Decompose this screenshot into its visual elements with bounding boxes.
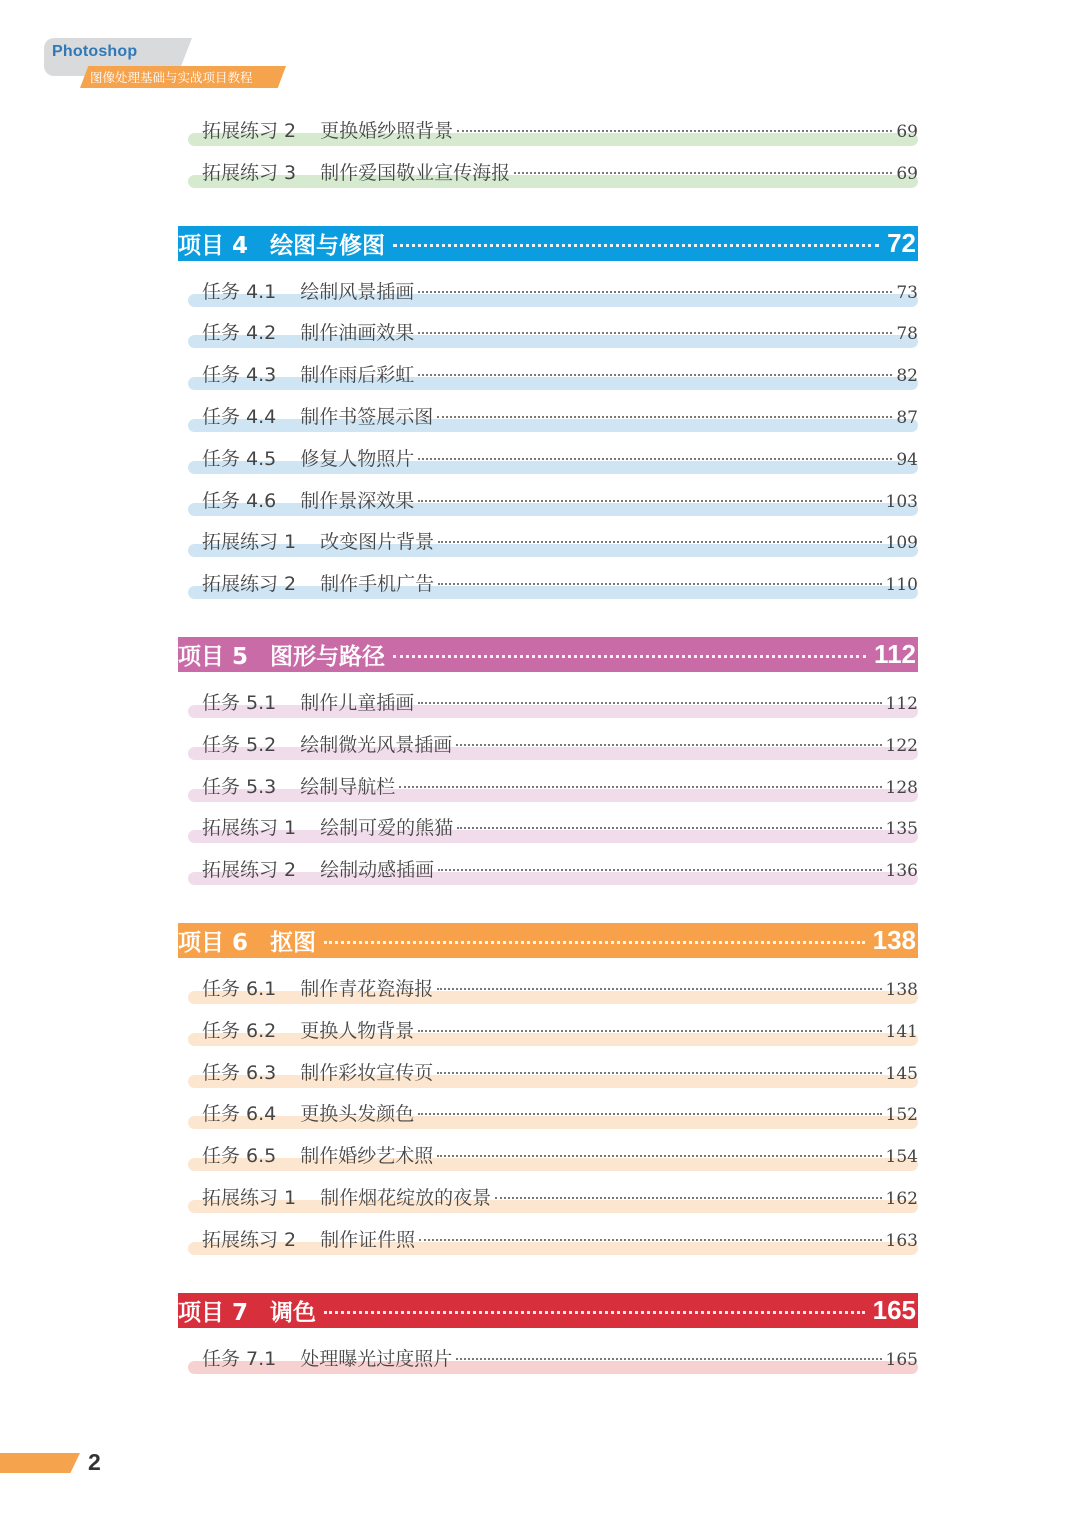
item-title: 制作爱国敬业宣传海报 xyxy=(320,161,511,184)
toc-item[interactable] xyxy=(178,1054,918,1096)
item-page: 141 xyxy=(885,1021,918,1042)
leader-dots xyxy=(457,827,881,829)
leader-dots xyxy=(457,130,892,132)
item-title: 制作青花瓷海报 xyxy=(300,977,434,1000)
project-code: 项目 7 xyxy=(178,1299,249,1326)
item-title: 制作雨后彩虹 xyxy=(300,364,415,387)
project-code: 项目 4 xyxy=(178,232,249,259)
project-title: 绘图与修图 xyxy=(270,232,386,259)
item-code: 任务 6.1 xyxy=(202,977,277,1000)
item-code: 拓展练习 2 xyxy=(202,120,297,142)
item-title: 绘制风景插画 xyxy=(300,280,415,303)
project-heading-4[interactable] xyxy=(178,226,918,261)
leader-dots xyxy=(437,988,881,990)
leader-dots xyxy=(437,1072,881,1074)
leader-dots xyxy=(393,655,866,658)
item-title: 绘制微光风景插画 xyxy=(300,733,453,756)
leader-dots xyxy=(418,374,892,376)
page-number: 2 xyxy=(88,1449,101,1475)
leader-dots xyxy=(418,458,892,460)
project-title: 图形与路径 xyxy=(270,643,386,670)
item-page: 87 xyxy=(896,407,918,428)
item-page: 78 xyxy=(896,324,918,345)
project-code: 项目 6 xyxy=(178,929,249,956)
toc-item[interactable] xyxy=(178,565,918,607)
toc-item[interactable] xyxy=(178,1221,918,1263)
toc-item[interactable] xyxy=(178,726,918,768)
toc-item[interactable] xyxy=(178,1340,918,1382)
leader-dots xyxy=(399,786,881,788)
project-heading-7[interactable] xyxy=(178,1293,918,1328)
toc-item[interactable] xyxy=(178,482,918,524)
item-code: 任务 5.2 xyxy=(202,733,277,756)
item-title: 绘制可爱的熊猫 xyxy=(320,817,454,840)
leader-dots xyxy=(495,1197,881,1199)
item-title: 更换人物背景 xyxy=(300,1019,415,1042)
item-code: 任务 4.1 xyxy=(202,280,277,303)
leader-dots xyxy=(456,1358,881,1360)
header-title: Photoshop xyxy=(52,43,138,60)
item-page: 94 xyxy=(896,449,918,470)
item-code: 拓展练习 2 xyxy=(202,859,297,882)
item-code: 任务 4.5 xyxy=(202,447,277,470)
item-title: 制作证件照 xyxy=(320,1228,416,1251)
item-page: 135 xyxy=(885,819,918,840)
item-title: 制作书签展示图 xyxy=(300,405,434,428)
item-code: 任务 4.3 xyxy=(202,364,277,387)
item-code: 拓展练习 1 xyxy=(202,817,297,840)
leader-dots xyxy=(418,500,881,502)
leader-dots xyxy=(393,244,879,247)
project-title: 抠图 xyxy=(270,929,317,956)
project-heading-5[interactable] xyxy=(178,637,918,672)
toc-item[interactable] xyxy=(178,970,918,1012)
leader-dots xyxy=(418,1113,881,1115)
item-title: 改变图片背景 xyxy=(320,531,435,554)
item-code: 任务 4.6 xyxy=(202,489,277,512)
project-page: 165 xyxy=(872,1294,916,1325)
toc-item[interactable] xyxy=(178,314,918,356)
toc-item[interactable] xyxy=(178,523,918,565)
item-code: 拓展练习 2 xyxy=(202,573,297,596)
project-page: 112 xyxy=(874,638,916,669)
item-page: 163 xyxy=(885,1230,918,1251)
item-code: 任务 7.1 xyxy=(202,1347,277,1370)
header-subtitle: 图像处理基础与实战项目教程 xyxy=(90,70,253,85)
toc-item[interactable] xyxy=(178,684,918,726)
toc-item[interactable] xyxy=(178,1012,918,1054)
item-code: 任务 6.5 xyxy=(202,1145,277,1168)
item-page: 162 xyxy=(885,1188,918,1209)
toc-item[interactable] xyxy=(178,440,918,482)
footer-accent-bar xyxy=(0,1453,80,1473)
item-page: 109 xyxy=(885,533,918,554)
item-code: 任务 5.3 xyxy=(202,775,277,798)
item-title: 绘制动感插画 xyxy=(320,859,435,882)
item-page: 103 xyxy=(885,491,918,512)
project-page: 138 xyxy=(872,924,916,955)
toc-item[interactable] xyxy=(178,1137,918,1179)
item-title: 更换头发颜色 xyxy=(300,1103,415,1126)
item-title: 处理曝光过度照片 xyxy=(300,1347,453,1370)
project-code: 项目 5 xyxy=(178,643,249,670)
item-title: 制作油画效果 xyxy=(300,322,415,345)
project-page: 72 xyxy=(887,227,916,258)
item-page: 122 xyxy=(885,735,918,756)
leader-dots xyxy=(438,583,881,585)
toc-item[interactable] xyxy=(178,356,918,398)
item-title: 制作景深效果 xyxy=(300,489,415,512)
item-code: 任务 6.3 xyxy=(202,1061,277,1084)
toc-item[interactable] xyxy=(178,768,918,810)
project-title: 调色 xyxy=(270,1299,317,1326)
item-code: 拓展练习 3 xyxy=(202,161,297,184)
toc-item[interactable] xyxy=(178,273,918,315)
toc-item[interactable] xyxy=(178,809,918,851)
item-page: 154 xyxy=(885,1147,918,1168)
item-code: 拓展练习 2 xyxy=(202,1228,297,1251)
item-page: 165 xyxy=(885,1349,918,1370)
table-of-contents xyxy=(178,112,918,1381)
leader-dots xyxy=(438,869,881,871)
toc-item[interactable] xyxy=(178,112,918,154)
leader-dots xyxy=(437,1155,881,1157)
leader-dots xyxy=(324,1311,865,1314)
item-title: 更换婚纱照背景 xyxy=(320,120,454,142)
leader-dots xyxy=(418,1030,881,1032)
item-title: 制作婚纱艺术照 xyxy=(300,1145,434,1168)
toc-item[interactable] xyxy=(178,1095,918,1137)
toc-item[interactable] xyxy=(178,398,918,440)
leader-dots xyxy=(418,291,892,293)
item-page: 136 xyxy=(885,861,918,882)
item-page: 128 xyxy=(885,777,918,798)
item-page: 82 xyxy=(896,366,918,387)
item-page: 69 xyxy=(896,122,918,142)
leader-dots xyxy=(324,941,865,944)
item-code: 拓展练习 1 xyxy=(202,531,297,554)
item-title: 制作儿童插画 xyxy=(300,691,415,714)
item-code: 任务 4.4 xyxy=(202,405,277,428)
item-page: 145 xyxy=(885,1063,918,1084)
item-code: 任务 5.1 xyxy=(202,691,277,714)
leader-dots xyxy=(419,1239,881,1241)
item-page: 152 xyxy=(885,1105,918,1126)
item-title: 制作烟花绽放的夜景 xyxy=(320,1186,492,1209)
leader-dots xyxy=(418,702,881,704)
item-title: 制作手机广告 xyxy=(320,573,435,596)
project-heading-6[interactable] xyxy=(178,923,918,958)
toc-item[interactable] xyxy=(178,851,918,893)
leader-dots xyxy=(514,172,892,174)
item-page: 69 xyxy=(896,163,918,184)
item-page: 138 xyxy=(885,979,918,1000)
item-code: 拓展练习 1 xyxy=(202,1186,297,1209)
leader-dots xyxy=(437,416,892,418)
toc-item[interactable] xyxy=(178,154,918,196)
leader-dots xyxy=(456,744,881,746)
item-page: 110 xyxy=(885,575,918,596)
item-title: 绘制导航栏 xyxy=(300,775,396,798)
item-code: 任务 6.2 xyxy=(202,1019,277,1042)
item-page: 112 xyxy=(885,693,918,714)
leader-dots xyxy=(418,332,892,334)
item-code: 任务 6.4 xyxy=(202,1103,277,1126)
leader-dots xyxy=(438,541,881,543)
item-title: 修复人物照片 xyxy=(300,447,415,470)
item-title: 制作彩妆宣传页 xyxy=(300,1061,434,1084)
item-page: 73 xyxy=(896,282,918,303)
toc-item[interactable] xyxy=(178,1179,918,1221)
item-code: 任务 4.2 xyxy=(202,322,277,345)
